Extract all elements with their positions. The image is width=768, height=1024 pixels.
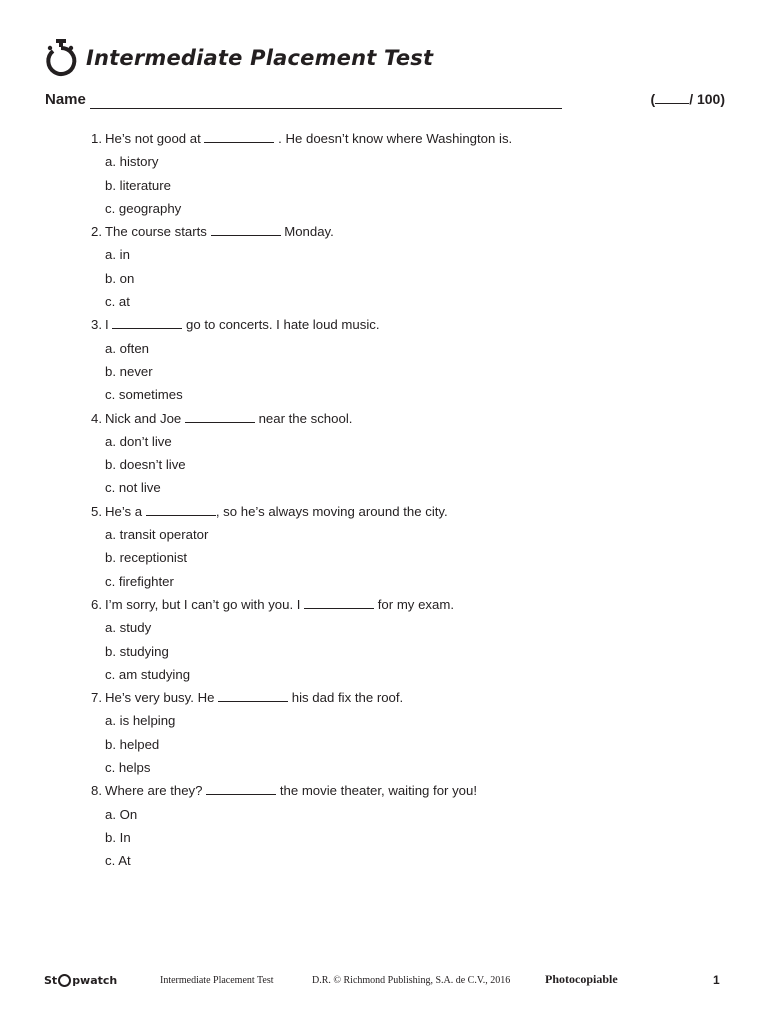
answer-option[interactable]: c. helps: [105, 760, 151, 776]
question-list: [80, 127, 720, 873]
answer-blank[interactable]: [206, 780, 276, 795]
answer-option[interactable]: c. geography: [105, 200, 182, 216]
question-3: [80, 313, 720, 336]
score-blank[interactable]: [655, 91, 689, 104]
stem-before: He’s not good at: [105, 131, 205, 146]
stopwatch-icon: [44, 37, 78, 79]
question-stem: [105, 127, 512, 150]
answer-option[interactable]: b. doesn’t live: [105, 457, 186, 473]
answer-option[interactable]: c. At: [105, 853, 131, 869]
question-stem: [105, 407, 352, 430]
answer-blank[interactable]: [112, 314, 182, 329]
answer-blank[interactable]: [204, 128, 274, 143]
answer-blank[interactable]: [304, 594, 374, 609]
stem-after: . He doesn’t know where Washington is.: [274, 131, 513, 146]
answer-option[interactable]: b. receptionist: [105, 550, 188, 566]
page-footer: [0, 968, 768, 994]
stem-after: near the school.: [254, 410, 353, 426]
page-header: [44, 36, 433, 80]
answer-blank[interactable]: [211, 221, 281, 236]
question-stem: [105, 779, 477, 802]
answer-blank[interactable]: [218, 687, 288, 702]
answer-option[interactable]: c. sometimes: [105, 387, 183, 403]
answer-option[interactable]: b. on: [105, 270, 135, 286]
score-box: [651, 91, 725, 107]
answer-option[interactable]: b. helped: [105, 736, 160, 752]
stem-before: Where are they?: [105, 783, 207, 799]
answer-option[interactable]: a. transit operator: [105, 527, 209, 543]
question-stem: [105, 500, 448, 523]
question-stem: [105, 220, 334, 243]
stem-before: He’s very busy. He: [105, 690, 219, 706]
stem-before: I’m sorry, but I can’t go with you. I: [105, 596, 305, 612]
stem-before: Nick and Joe: [105, 410, 185, 426]
question-number: 5.: [91, 503, 102, 519]
answer-option[interactable]: a. study: [105, 620, 152, 636]
answer-option[interactable]: c. am studying: [105, 666, 191, 682]
name-label: Name: [45, 91, 86, 108]
stem-after: Monday.: [280, 224, 334, 240]
question-stem: [105, 593, 454, 616]
name-field[interactable]: [90, 108, 562, 109]
answer-option[interactable]: c. at: [105, 294, 130, 310]
answer-option[interactable]: b. studying: [105, 643, 169, 659]
page-number: 1: [713, 973, 720, 987]
answer-option[interactable]: a. history: [105, 154, 159, 170]
question-2: [80, 220, 720, 243]
answer-option[interactable]: a. often: [105, 340, 149, 356]
answer-option[interactable]: c. firefighter: [105, 573, 174, 589]
brand-prefix: St: [44, 974, 58, 987]
question-number: 7.: [91, 690, 102, 706]
stem-before: He’s a: [105, 503, 146, 519]
question-1: [80, 127, 720, 150]
answer-option[interactable]: a. in: [105, 247, 130, 263]
question-number: 1.: [91, 131, 102, 146]
page-title: Intermediate Placement Test: [86, 46, 434, 70]
stem-before: I: [105, 317, 113, 333]
answer-option[interactable]: c. not live: [105, 480, 161, 496]
question-number: 8.: [91, 783, 102, 799]
answer-option[interactable]: b. In: [105, 829, 131, 845]
question-number: 6.: [91, 596, 102, 612]
stem-after: the movie theater, waiting for you!: [276, 783, 478, 799]
question-stem: [105, 686, 403, 709]
question-stem: [105, 313, 380, 336]
question-number: 4.: [91, 410, 102, 426]
answer-option[interactable]: b. never: [105, 363, 153, 379]
answer-option[interactable]: b. literature: [105, 177, 171, 193]
score-open: (: [650, 91, 656, 107]
answer-blank[interactable]: [185, 408, 255, 423]
question-4: [80, 407, 720, 430]
name-row: [45, 91, 725, 113]
stem-after: , so he’s always moving around the city.: [215, 503, 448, 519]
answer-option[interactable]: a. don’t live: [105, 433, 172, 449]
logo-ring-icon: [58, 974, 71, 987]
footer-copyright: D.R. © Richmond Publishing, S.A. de C.V., 2016: [312, 975, 511, 986]
question-number: 3.: [91, 317, 102, 333]
question-7: [80, 686, 720, 709]
brand-suffix: pwatch: [72, 974, 118, 987]
answer-option[interactable]: a. On: [105, 806, 138, 822]
stopwatch-logo: [44, 974, 117, 987]
question-number: 2.: [91, 224, 102, 240]
answer-option[interactable]: a. is helping: [105, 713, 176, 729]
stem-after: his dad fix the roof.: [288, 690, 404, 706]
footer-test-name: Intermediate Placement Test: [160, 975, 274, 986]
stem-after: for my exam.: [374, 596, 454, 612]
question-8: [80, 779, 720, 802]
footer-photocopiable: Photocopiable: [545, 972, 618, 986]
question-5: [80, 500, 720, 523]
question-6: [80, 593, 720, 616]
stem-before: The course starts: [105, 224, 211, 240]
stem-after: go to concerts. I hate loud music.: [182, 317, 380, 333]
score-total: / 100): [689, 91, 725, 107]
answer-blank[interactable]: [146, 501, 216, 516]
